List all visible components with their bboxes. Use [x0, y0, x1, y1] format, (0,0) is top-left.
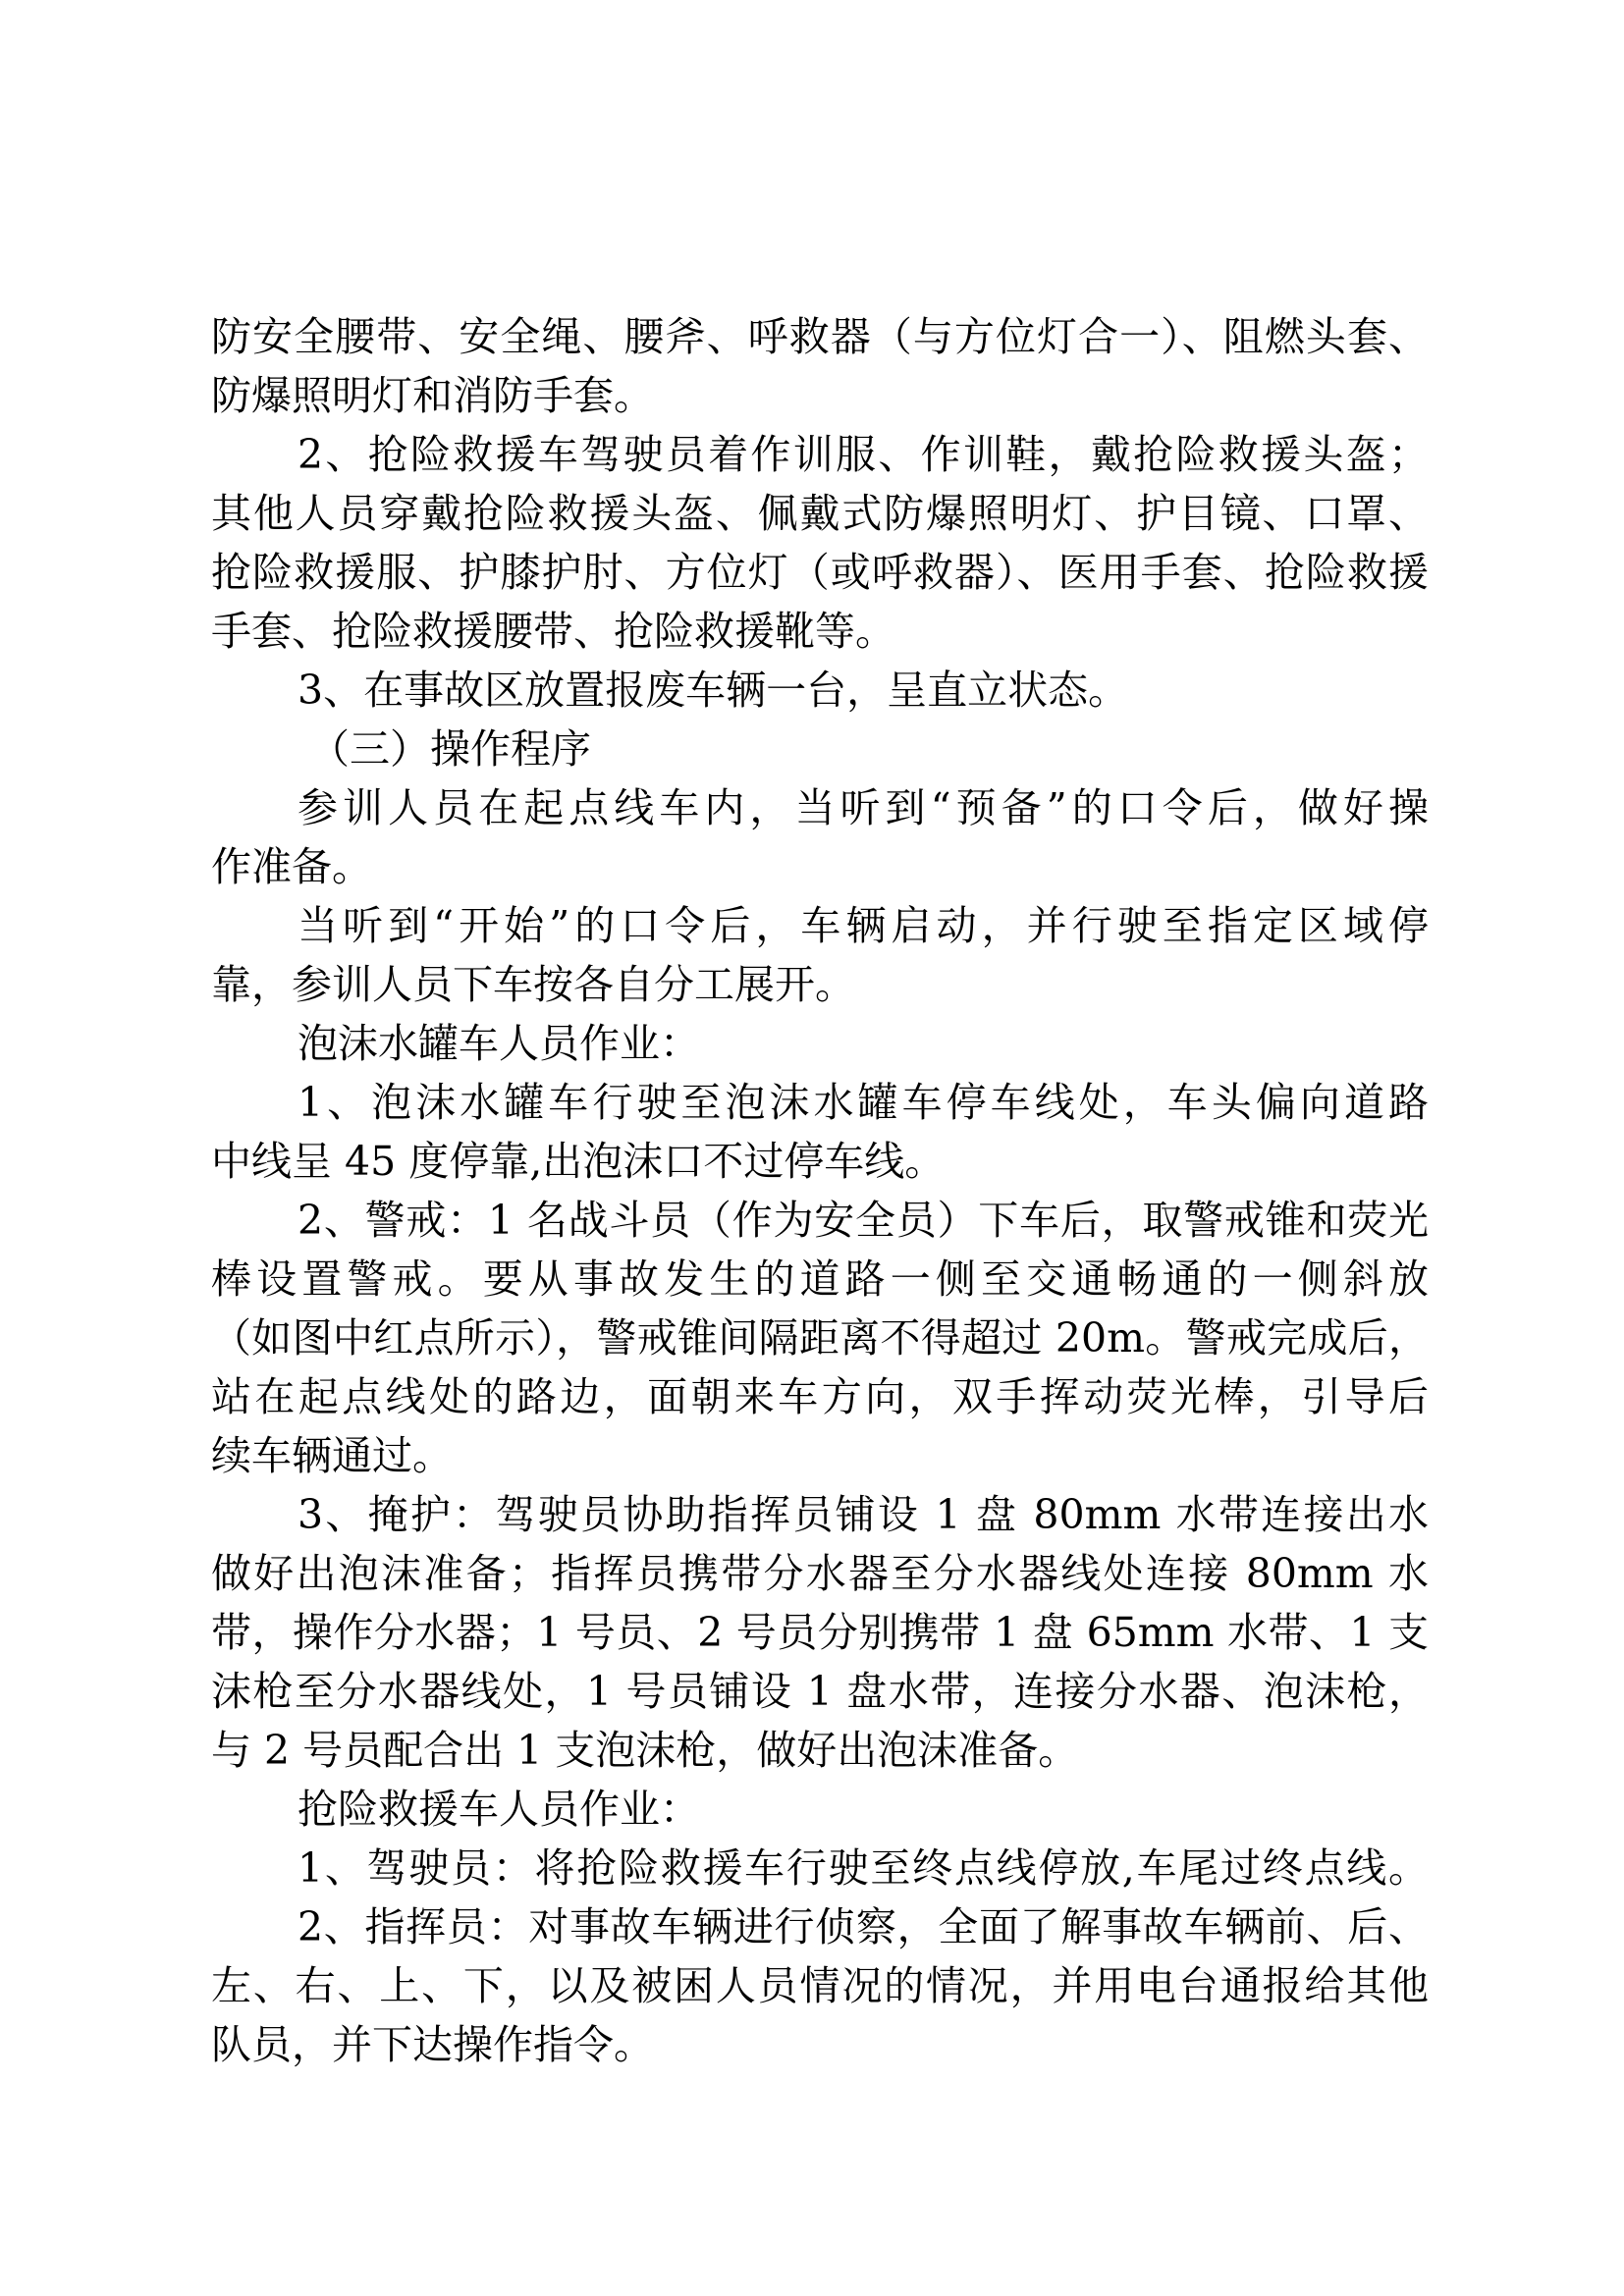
- text-line: 队员，并下达操作指令。: [211, 2021, 654, 2068]
- text-line: 1、泡沫水罐车行驶至泡沫水罐车停车线处，车头偏向道路: [298, 1079, 1429, 1126]
- text-line: 左、右、上、下，以及被困人员情况的情况，并用电台通报给其他: [211, 1962, 1429, 2009]
- text-line: 防安全腰带、安全绳、腰斧、呼救器（与方位灯合一）、阻燃头套、: [211, 313, 1429, 360]
- text-line: 当听到“开始”的口令后，车辆启动，并行驶至指定区域停: [298, 902, 1429, 949]
- text-line: 2、指挥员：对事故车辆进行侦察，全面了解事故车辆前、后、: [298, 1903, 1429, 1950]
- document-page: [211, 307, 1429, 2074]
- text-line: 3、掩护：驾驶员协助指挥员铺设 1 盘 80mm 水带连接出水: [298, 1491, 1429, 1538]
- text-line: 1、驾驶员：将抢险救援车行驶至终点线停放,车尾过终点线。: [298, 1844, 1429, 1892]
- text-line: 手套、抢险救援腰带、抢险救援靴等。: [211, 608, 895, 655]
- text-line: 抢险救援服、护膝护肘、方位灯（或呼救器）、医用手套、抢险救援: [211, 549, 1429, 596]
- text-line: 与 2 号员配合出 1 支泡沫枪，做好出泡沫准备。: [211, 1727, 1079, 1774]
- section-heading: （三）操作程序: [309, 725, 591, 773]
- text-line: 其他人员穿戴抢险救援头盔、佩戴式防爆照明灯、护目镜、口罩、: [211, 490, 1429, 537]
- text-line: 泡沫水罐车人员作业：: [298, 1020, 700, 1067]
- text-line: 棒设置警戒。要从事故发生的道路一侧至交通畅通的一侧斜放: [211, 1255, 1429, 1303]
- text-line: 3、在事故区放置报废车辆一台，呈直立状态。: [298, 667, 1129, 714]
- text-line: 防爆照明灯和消防手套。: [211, 372, 654, 419]
- text-line: 续车辆通过。: [211, 1432, 453, 1479]
- text-line: 作准备。: [211, 843, 372, 890]
- text-line: 参训人员在起点线车内，当听到“预备”的口令后，做好操: [298, 784, 1429, 831]
- text-line: 中线呈 45 度停靠,出泡沫口不过停车线。: [211, 1138, 946, 1185]
- text-line: （如图中红点所示），警戒锥间隔距离不得超过 20m。警戒完成后，: [211, 1314, 1429, 1362]
- text-line: 站在起点线处的路边，面朝来车方向，双手挥动荧光棒，引导后: [211, 1373, 1429, 1420]
- text-line: 2、警戒：1 名战斗员（作为安全员）下车后，取警戒锥和荧光: [298, 1197, 1429, 1244]
- text-line: 沫枪至分水器线处，1 号员铺设 1 盘水带，连接分水器、泡沫枪，: [211, 1668, 1429, 1715]
- text-line: 2、抢险救援车驾驶员着作训服、作训鞋，戴抢险救援头盔；: [298, 431, 1429, 478]
- text-line: 抢险救援车人员作业：: [298, 1786, 700, 1833]
- text-line: 靠，参训人员下车按各自分工展开。: [211, 961, 855, 1008]
- text-line: 做好出泡沫准备；指挥员携带分水器至分水器线处连接 80mm 水: [211, 1550, 1429, 1597]
- text-line: 带，操作分水器；1 号员、2 号员分别携带 1 盘 65mm 水带、1 支: [211, 1609, 1429, 1656]
